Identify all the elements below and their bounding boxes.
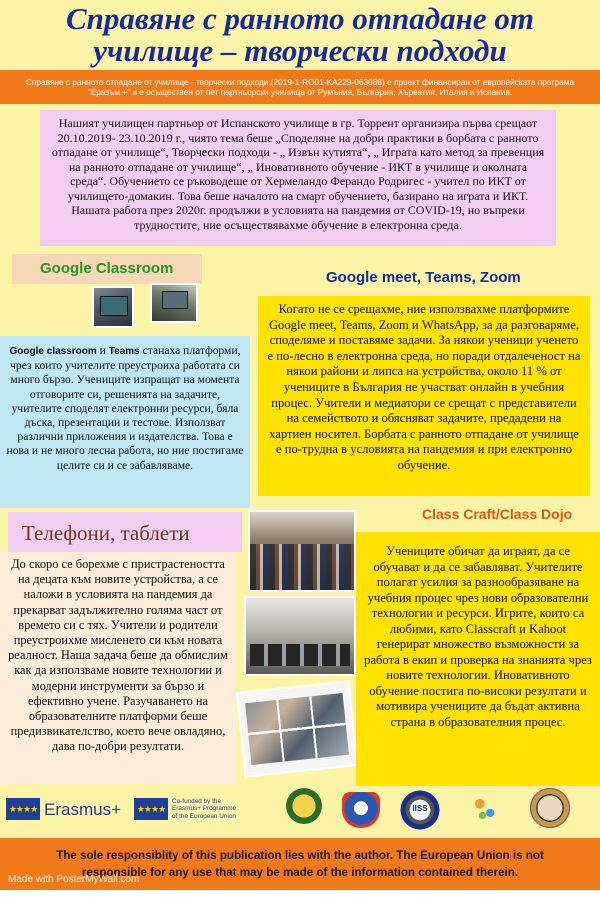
eu-flag-icon: ★★★★ xyxy=(134,798,168,820)
classcraft-text: Учениците обичат да играят, да се обучават и да се забавляват. Учителите полагат усилия за разнообразяване на учебния процес чрез нови образователни технологии и ресурси. Игрите, които са любими, като Classcraft и Kahoot генерират множество възможности за работа в екип и проверка на знанията чрез новите технологии. Иновативното обучение постига по-високи резултати и мотивира учениците да бъдат активна страна в образователния процес. xyxy=(356,532,600,786)
eu-cofunded-line-1: Co-funded by the xyxy=(172,798,222,805)
iiss-logo xyxy=(400,790,440,830)
intro-text: Нашият училищен партньор от Испанското училище в гр. Торрент организира първа срещаот 20.10.2019- 23.10.2019 г., чиято тема беше „Споделяне на добри практики в борбата с ранното отпадане от училище“, Творчески подходи - „ Извън кутията“, „ Играта като метод за превенция на ранното отпадане от училище“, „ Иновативното обучение - ИКТ в училище и околната среда“. Обучението се ръководеше от Хермеландо Ферандо Родригес - учител по ИКТ от училището-домакин. Това беше началото на смарт обучението, базирано на играта и ИКТ. Нашата работа през 2020г. продължи в условията на пандемия от COVID-19, но въпреки трудностите, ние осъществявахме обучение в електронна среда. xyxy=(40,110,556,246)
poster-title-line-2: училище – творчески подходи xyxy=(93,33,507,68)
google-classroom-heading: Google Classroom xyxy=(12,254,202,284)
classroom-photo-2 xyxy=(150,283,198,323)
google-meet-text: Когато не се срещахме, ние използвахме платформите Google meet, Teams, Zoom и WhatsApp, за да разговаряме, споделяме и поставяме задачи. За някои ученици ученето е по-лесно в електронна среда, но поради отдалеченост на някои райони и липса на устройства, около 11 % от учениците в България не участват онлайн в учебния процес. Учители и медиатори се срещат с представители на семейството и обясняват задачите, предадени на хартиен носител. Борбата с ранното отпадане от училище е по-трудна в условията на пандемия и при електронно обучение. xyxy=(258,296,590,496)
eu-disclaimer: The sole responsiblity of this publication lies with the author. The European Union is not responsible for any use that may be made of the information contained therein. xyxy=(0,838,600,890)
iiss-logo-text: IISS xyxy=(412,804,428,813)
eu-cofunded-logo xyxy=(134,794,272,824)
classcraft-heading: Class Craft/Class Dojo xyxy=(410,496,596,532)
phones-heading: Телефони, таблети xyxy=(8,512,242,552)
eu-cofunded-line-2: Erasmus+ Programme xyxy=(172,805,237,813)
classroom-photo-1 xyxy=(92,286,134,328)
eu-cofunded-line-3: of the European Union xyxy=(172,812,236,820)
project-banner: Справяне с ранното отпадане от училище - творчески подходи (2019-1-RO01-KA229-063088) е проект финансиран от европейската програма "Еразъм +" и е осъществен от пет партньорски училища от Румъния, България, Хърватия, Италия и Испания. xyxy=(0,70,600,104)
postermywall-watermark: Made with PosterMyWall.com xyxy=(8,874,140,885)
eu-cofunded-text xyxy=(172,798,236,820)
computer-lab-photo xyxy=(244,596,356,676)
phones-text: До скоро се борехме с пристрастеността на децата към новите устройства, а се наложи в условията на пандемия да прекарват задължително голяма част от времето си с тях. Учители и родители преустроихме мисленето си към новата реалност. Наша задача беше да обмислим как да използваме новите технологии и модерни инструменти за бързо и ефективно учене. Разучаването на образователните платформи беше предизвикателство, което вече овладяно, дава по-добри резултати. xyxy=(0,552,236,784)
school-logo-1 xyxy=(286,788,322,824)
teams-lead: Teams xyxy=(108,346,140,357)
school-logo-5 xyxy=(528,786,572,830)
google-meet-heading: Google meet, Teams, Zoom xyxy=(308,260,558,296)
google-classroom-text xyxy=(0,336,250,508)
school-logo-4 xyxy=(472,796,498,822)
poster-title xyxy=(0,0,600,70)
google-classroom-body: станаха платформи, чрез които учителите преустроиха работата си много бързо. Учениците изпращат на момента отговорите си, решенията на задачите, учителите споделят електронни ресурси, бяла дъска, презентации и тестове. Използват различни приложения и издателства. Това е нова и не много лесна работа, но ние постигаме целите си и се забавляваме. xyxy=(6,344,244,472)
google-classroom-and: и xyxy=(96,344,109,357)
eu-flag-icon: ★★★★ xyxy=(6,798,40,820)
footer-strip xyxy=(0,890,600,900)
google-classroom-lead: Google classroom xyxy=(9,346,97,357)
group-photo xyxy=(248,510,356,592)
erasmus-logo-text: Erasmus+ xyxy=(44,800,121,819)
school-logo-2 xyxy=(342,792,380,828)
video-call-photo xyxy=(236,680,358,777)
erasmus-logo xyxy=(6,794,126,824)
poster-title-line-1: Справяне с ранното отпадане от xyxy=(66,1,534,36)
